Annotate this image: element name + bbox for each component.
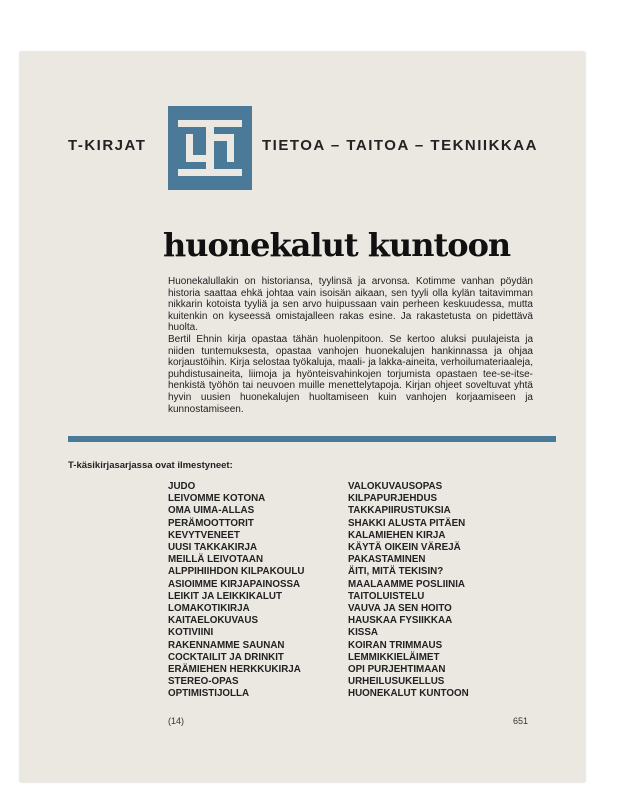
book-list-item: KALAMIEHEN KIRJA — [348, 529, 446, 541]
book-list-item: OPTIMISTIJOLLA — [168, 688, 250, 700]
book-list-item: VAUVA JA SEN HOITO — [348, 603, 452, 615]
book-list-item: LEIKIT JA LEIKKIKALUT — [168, 590, 282, 602]
book-list-item: TAITOLUISTELU — [348, 590, 425, 602]
book-list-item: KISSA — [348, 627, 378, 639]
book-list-item: KÄYTÄ OIKEIN VÄREJÄ — [348, 542, 461, 554]
book-list-item: KOIRAN TRIMMAUS — [348, 639, 443, 651]
book-list-item: KEVYTVENEET — [168, 529, 240, 541]
book-list-item: COCKTAILIT JA DRINKIT — [168, 651, 284, 663]
book-list-item: ERÄMIEHEN HERKKUKIRJA — [168, 664, 301, 676]
book-list-item: RAKENNAMME SAUNAN — [168, 639, 285, 651]
book-description — [168, 276, 533, 415]
series-list-heading: T-käsikirjasarjassa ovat ilmestyneet: — [68, 460, 233, 471]
description-paragraph-2: Bertil Ehnin kirja opastaa tähän huolenpitoon. Se kertoo aluksi puulajeista ja niiden tuntemuksesta, opastaa vanhojen huonekalujen hankinnassa ja ohjaa korjaustöihin. Kirja selostaa työkaluja, maali- ja lakka-aineita, verhoilumateriaaleja, puhdistusaineita, liimoja ja hyönteisvahinkojen torjumista opastaen tee-se-itse-henkistä työhön tai neuvoen muille menettelytapoja. Kirjan ohjeet soveltuvat yhtä hyvin uusien huonekalujen huoltamiseen kuin vanhojen korjaamiseen ja kunnostamiseen. — [168, 333, 533, 415]
page-number: 651 — [513, 716, 529, 726]
t-kirjat-logo — [168, 106, 252, 190]
series-tagline: TIETOA – TAITOA – TEKNIIKKAA — [262, 137, 538, 154]
book-list-item: KAITAELOKUVAUS — [168, 615, 258, 627]
book-list-item: STEREO-OPAS — [168, 676, 239, 688]
book-list-item: ALPPIHIIHDON KILPAKOULU — [168, 566, 305, 578]
book-list-item: ASIOIMME KIRJAPAINOSSA — [168, 578, 301, 590]
description-paragraph-1: Huonekalullakin on historiansa, tyylinsä ja arvonsa. Kotimme vanhan pöydän historia saattaa ehkä johtaa vain isoisän aikaan, sen tyyli olla kylän taitavimman nikkarin kotoista tyyliä ja sen arvo huipussaan vain perheen keskuudessa, mutta kuitenkin on kyseessä omistajalleen rakas esine. Ja rakastetusta on pidettävä huolta. — [168, 276, 533, 334]
book-list-item: OPI PURJEHTIMAAN — [348, 664, 446, 676]
book-list-item: HUONEKALUT KUNTOON — [348, 688, 469, 700]
book-list-item: OMA UIMA-ALLAS — [168, 505, 255, 517]
book-list-item: MAALAAMME POSLIINIA — [348, 578, 466, 590]
book-list-item: LEMMIKKIELÄIMET — [348, 651, 440, 663]
book-list-item: LEIVOMME KOTONA — [168, 493, 266, 505]
book-list-right — [348, 481, 469, 701]
book-list-left — [168, 481, 304, 701]
book-list-item: LOMAKOTIKIRJA — [168, 603, 250, 615]
book-list-item: HAUSKAA FYSIIKKAA — [348, 615, 453, 627]
book-list-item: KOTIVIINI — [168, 627, 214, 639]
book-list-item: TAKKAPIIRUSTUKSIA — [348, 505, 451, 517]
book-list-item: VALOKUVAUSOPAS — [348, 481, 443, 492]
book-list-item: ÄITI, MITÄ TEKISIN? — [348, 566, 444, 578]
book-list-item: MEILLÄ LEIVOTAAN — [168, 554, 264, 566]
book-list-item: UUSI TAKKAKIRJA — [168, 542, 258, 554]
page-code: (14) — [168, 716, 185, 726]
book-list-item: SHAKKI ALUSTA PITÄEN — [348, 517, 466, 529]
book-list-item: URHEILUSUKELLUS — [348, 676, 445, 688]
book-list-item: JUDO — [168, 481, 196, 492]
book-title: huonekalut kuntoon — [163, 226, 511, 264]
book-list-item: KILPAPURJEHDUS — [348, 493, 438, 505]
book-list-item: PERÄMOOTTORIT — [168, 517, 254, 529]
divider-rule — [68, 436, 556, 442]
book-list-item: PAKASTAMINEN — [348, 554, 426, 566]
series-name: T-KIRJAT — [68, 137, 147, 154]
